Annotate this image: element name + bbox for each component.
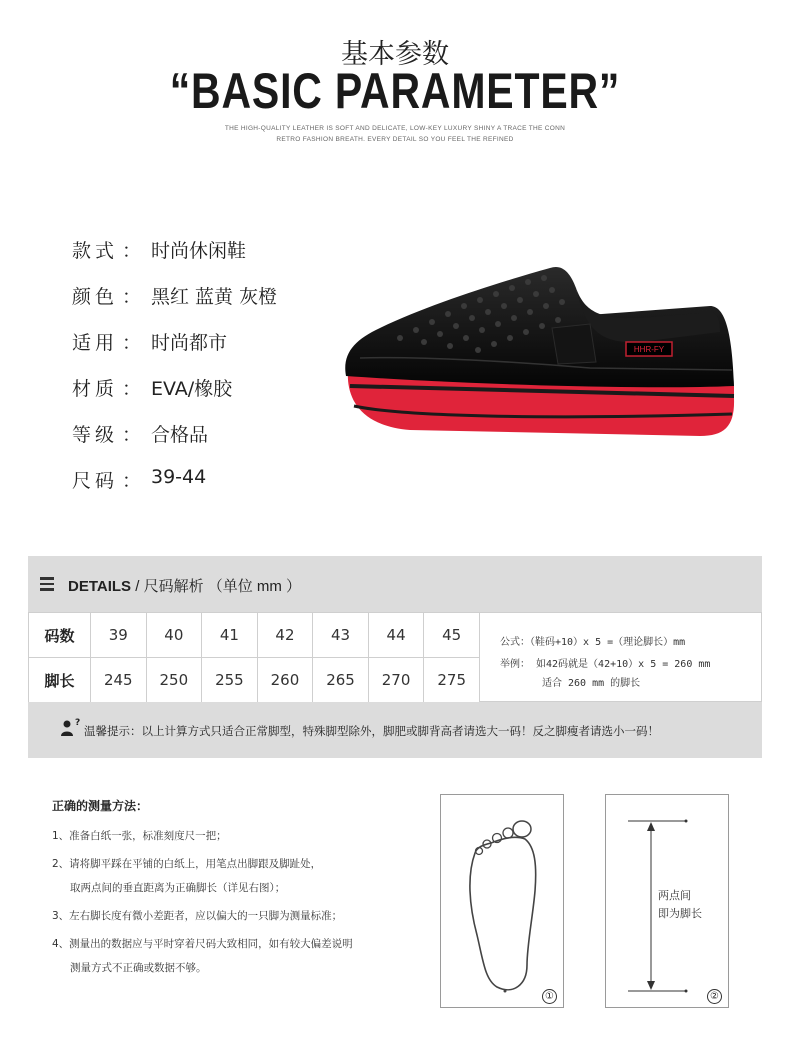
method-title: 正确的测量方法： — [52, 799, 149, 813]
tip-text: 温馨提示：以上计算方式只适合正常脚型，特殊脚型除外，脚肥或脚背高者请选大一码！反之脚瘦者请选小一码！ — [84, 724, 659, 738]
details-title — [68, 575, 301, 596]
method-step-cont: 测量方式不正确或数据不够。 — [70, 962, 207, 974]
param-value: 时尚休闲鞋 — [151, 240, 247, 262]
details-title-rest: / 尺码解析 （单位 mm ） — [131, 578, 302, 595]
param-label: 等级 — [72, 424, 119, 446]
param-colon: ： — [122, 286, 142, 308]
length-cell: 275 — [424, 658, 480, 703]
method-step: 3、左右脚长度有微小差距者，应以偏大的一只脚为测量标准； — [52, 910, 343, 922]
diagram-text-1: 两点间 — [658, 889, 691, 902]
table-row — [29, 613, 480, 658]
person-question-icon — [59, 716, 81, 738]
header-subtitle-2: RETRO FASHION BREATH. EVERY DETAIL SO YOU FEEL THE REFINED — [276, 136, 514, 143]
tip-bar — [28, 702, 762, 758]
table-row — [29, 658, 480, 703]
param-row-size — [72, 466, 372, 492]
foot-outline-icon — [441, 795, 565, 1009]
size-cell: 44 — [368, 613, 424, 658]
param-colon: ： — [122, 424, 142, 446]
param-value: EVA/橡胶 — [151, 378, 233, 400]
size-cell: 43 — [313, 613, 369, 658]
param-row-grade — [72, 420, 372, 446]
header-title-cn: 基本参数 — [341, 39, 449, 70]
param-label: 适用 — [72, 332, 119, 354]
method-step: 1、准备白纸一张，标准刻度尺一把； — [52, 830, 227, 842]
diagram-number-1: ① — [542, 989, 557, 1004]
param-value: 时尚都市 — [151, 332, 228, 354]
shoe-image — [340, 258, 740, 448]
size-row-header: 码数 — [29, 613, 91, 658]
param-value: 黑红 蓝黄 灰橙 — [151, 286, 278, 308]
length-diagram — [605, 794, 729, 1008]
formula-line: 公式：（鞋码+10）x 5 =（理论脚长）mm — [500, 637, 686, 648]
shoe-brand-tag: HHR-FY — [633, 345, 665, 354]
size-cell: 39 — [91, 613, 147, 658]
length-cell: 245 — [91, 658, 147, 703]
size-cell: 42 — [257, 613, 313, 658]
menu-icon — [40, 577, 54, 591]
length-cell: 250 — [146, 658, 202, 703]
formula-box — [480, 612, 762, 702]
param-value: 39-44 — [151, 466, 207, 488]
param-row-material — [72, 374, 372, 400]
header-title-en: “BASIC PARAMETER” — [169, 63, 621, 119]
length-cell: 270 — [368, 658, 424, 703]
size-cell: 41 — [202, 613, 258, 658]
length-cell: 260 — [257, 658, 313, 703]
method-step: 2、请将脚平踩在平铺的白纸上，用笔点出脚跟及脚趾处， — [52, 858, 322, 870]
param-colon: ： — [122, 470, 142, 492]
param-label: 材质 — [72, 378, 119, 400]
svg-text:?: ? — [75, 718, 81, 728]
param-colon: ： — [122, 332, 142, 354]
param-row-color — [72, 282, 372, 308]
param-colon: ： — [122, 378, 142, 400]
header-subtitle-1: THE HIGH-QUALITY LEATHER IS SOFT AND DELICATE, LOW-KEY LUXURY SHINY A TRACE THE CONN — [224, 125, 566, 132]
param-value: 合格品 — [151, 424, 209, 446]
method-step-cont: 取两点间的垂直距离为正确脚长（详见右图）； — [70, 882, 286, 894]
size-cell: 40 — [146, 613, 202, 658]
size-cell: 45 — [424, 613, 480, 658]
length-cell: 265 — [313, 658, 369, 703]
param-row-usage — [72, 328, 372, 354]
param-colon: ： — [122, 240, 142, 262]
length-row-header: 脚长 — [29, 658, 91, 703]
details-title-bold: DETAILS — [68, 578, 132, 595]
formula-example-note: 适合 260 mm 的脚长 — [542, 678, 641, 689]
param-label: 尺码 — [72, 470, 119, 492]
foot-diagram — [440, 794, 564, 1008]
size-table — [28, 612, 480, 703]
method-step: 4、测量出的数据应与平时穿着尺码大致相同，如有较大偏差说明 — [52, 938, 353, 950]
param-row-style — [72, 236, 372, 262]
formula-example: 举例： 如42码就是（42+10）x 5 = 260 mm — [500, 659, 711, 670]
length-cell: 255 — [202, 658, 258, 703]
param-label: 款式 — [72, 240, 119, 262]
details-bar — [28, 556, 762, 612]
diagram-text-2: 即为脚长 — [658, 907, 702, 920]
diagram-number-2: ② — [707, 989, 722, 1004]
param-label: 颜色 — [72, 286, 119, 308]
